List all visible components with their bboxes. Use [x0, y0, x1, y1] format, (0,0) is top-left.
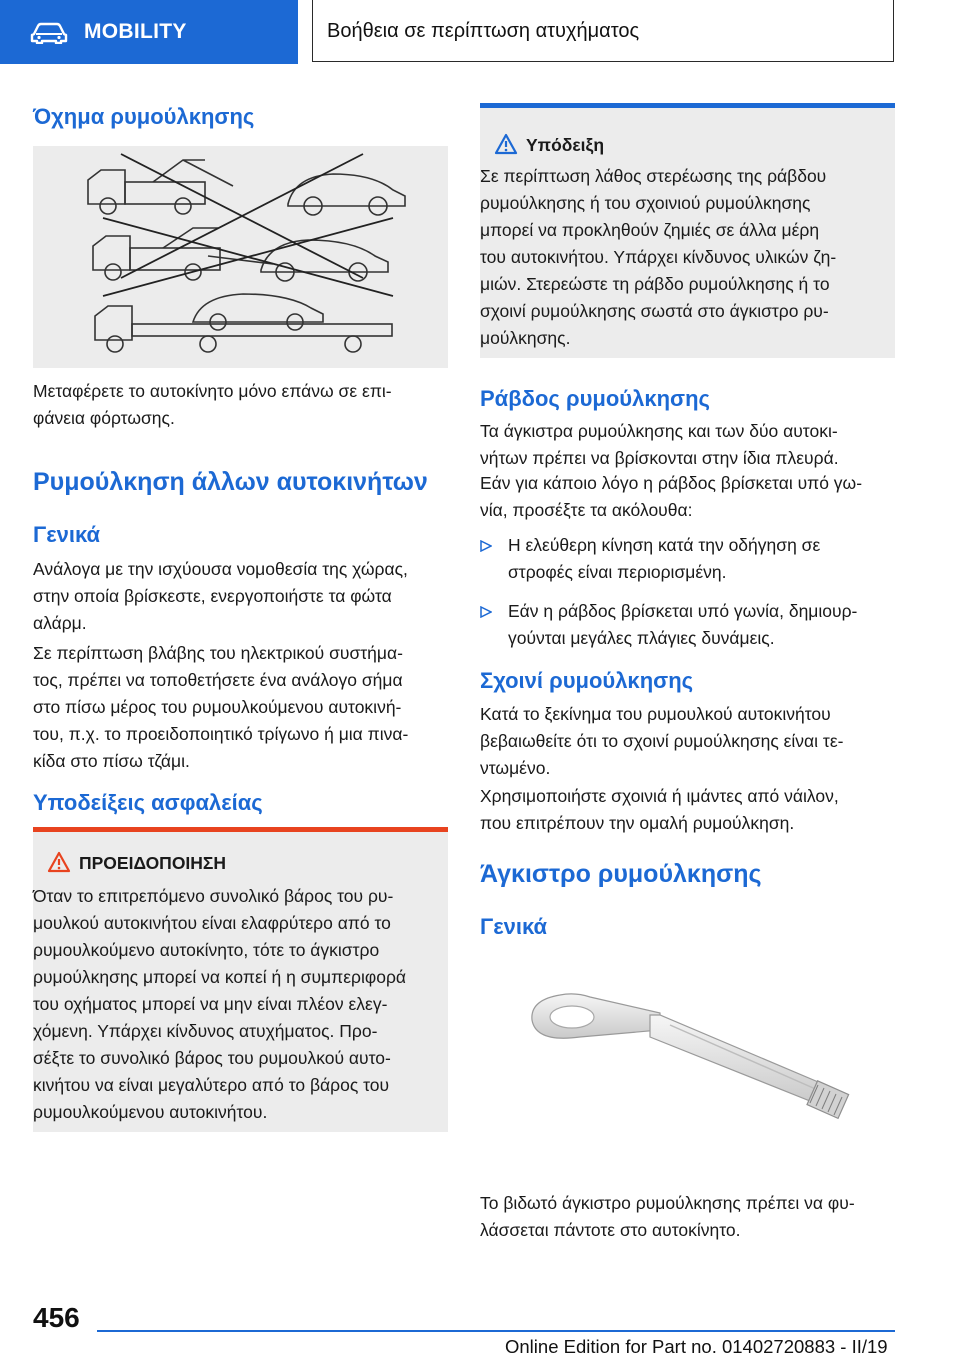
towing-hook-illustration — [520, 975, 860, 1155]
car-icon — [30, 22, 68, 44]
bullet-triangle-icon — [480, 540, 492, 552]
rope-heading: Σχοινί ρυμούλκησης — [480, 668, 694, 693]
towing-caption: Μεταφέρετε το αυτοκίνητο μόνο επάνω σε επι- φάνεια φόρτωσης. — [33, 381, 392, 428]
general-paragraph-2: Σε περίπτωση βλάβης του ηλεκτρικού συστήμα- τος, πρέπει να τοποθετήσετε ένα ανάλογο σήμα στο πίσω μέρος του ρυμουλκούμενου αυτοκινή- του, π.χ. το προειδοποιητικό τρίγωνο ή μια πινα- κίδα στο πίσω τζάμι. — [33, 643, 409, 771]
notice-text: Σε περίπτωση λάθος στερέωσης της ράβδου ρυμούλκησης ή του σχοινιού ρυμούλκησης μπορεί να προκληθούν ζημιές σε άλλα μέρη του αυτοκινήτου. Υπάρχει κίνδυνος υλικών ζη- μιών. Στερεώστε τη ράβδο ρυμούλκησης ή το σχοινί ρυμούλκησης σωστά στο άγκιστρο ρυ- μούλκησης. — [480, 166, 837, 348]
bar-paragraph-2: Εάν για κάποιο λόγο η ράβδος βρίσκεται υπό γω- νία, προσέξτε τα ακόλουθα: — [480, 473, 863, 520]
bullet-triangle-icon — [480, 606, 492, 618]
notice-triangle-icon — [494, 133, 518, 155]
list-item — [480, 598, 895, 652]
warning-title: ΠΡΟΕΙΔΟΠΟΙΗΣΗ — [79, 853, 227, 873]
warning-box — [33, 827, 448, 1132]
rope-paragraph-2: Χρησιμοποιήστε σχοινιά ή ιμάντες από νάιλον, που επιτρέπουν την ομαλή ρυμούλκηση. — [480, 786, 839, 833]
tow-trucks-illustration — [33, 146, 448, 368]
warning-text: Όταν το επιτρεπόμενο συνολικό βάρος του ρυ- μουλκού αυτοκινήτου είναι ελαφρύτερο από το ρυμουλκούμενο αυτοκίνητο, τότε το άγκιστρο ρυμούλκησης μπορεί να κοπεί ή η συμπεριφορά του οχήματος μπορεί να μην είναι πλέον ελεγ- χόμενη. Υπάρχει κίνδυνος ατυχήματος. Προ- σέξτε το συνολικό βάρος του ρυμουλκού αυτο- κινήτου να είναι μεγαλύτερο από το βάρος του ρυμουλκούμενου αυτοκινήτου. — [33, 886, 407, 1122]
bullet-text: Η ελεύθερη κίνηση κατά την οδήγηση σε στροφές είναι περιορισμένη. — [508, 535, 821, 582]
chapter-header — [312, 0, 894, 62]
notice-title: Υπόδειξη — [526, 135, 605, 155]
hook-heading: Άγκιστρο ρυμούλκησης — [480, 860, 762, 888]
general-heading: Γενικά — [33, 522, 101, 547]
warning-triangle-icon — [47, 851, 71, 873]
towing-vehicle-heading: Όχημα ρυμούλκησης — [33, 104, 255, 129]
warning-bar — [33, 827, 448, 832]
notice-bar — [480, 103, 895, 108]
hook-general-heading: Γενικά — [480, 914, 548, 939]
footer-edition: Online Edition for Part no. 01402720883 - II/19 — [505, 1336, 888, 1357]
page-number: 456 — [33, 1302, 80, 1333]
bar-bullet-list — [480, 532, 895, 664]
section-title: MOBILITY — [84, 20, 187, 43]
hook-caption: Το βιδωτό άγκιστρο ρυμούλκησης πρέπει να φυ- λάσσεται πάντοτε στο αυτοκίνητο. — [480, 1193, 855, 1240]
safety-heading: Υποδείξεις ασφαλείας — [33, 790, 263, 815]
footer-divider — [97, 1330, 895, 1332]
tow-trucks-drawing — [33, 146, 448, 368]
section-tab[interactable] — [0, 0, 298, 64]
towing-others-heading: Ρυμούλκηση άλλων αυτοκινήτων — [33, 468, 428, 496]
bullet-text: Εάν η ράβδος βρίσκεται υπό γωνία, δημιουρ- γούνται μεγάλες πλάγιες δυνάμεις. — [508, 601, 858, 648]
notice-box — [480, 103, 895, 358]
rope-paragraph-1: Κατά το ξεκίνημα του ρυμουλκού αυτοκινήτου βεβαιωθείτε ότι το σχοινί ρυμούλκησης είναι τε- ντωμένο. — [480, 704, 844, 778]
chapter-title: Βοήθεια σε περίπτωση ατυχήματος — [327, 20, 640, 42]
list-item — [480, 532, 895, 586]
bar-paragraph-1: Τα άγκιστρα ρυμούλκησης και των δύο αυτοκι- νήτων πρέπει να βρίσκονται στην ίδια πλευρά. — [480, 421, 839, 468]
general-paragraph-1: Ανάλογα με την ισχύουσα νομοθεσία της χώρας, στην οποία βρίσκεστε, ενεργοποιήστε τα φώτα αλάρμ. — [33, 559, 408, 633]
bar-heading: Ράβδος ρυμούλκησης — [480, 386, 710, 411]
